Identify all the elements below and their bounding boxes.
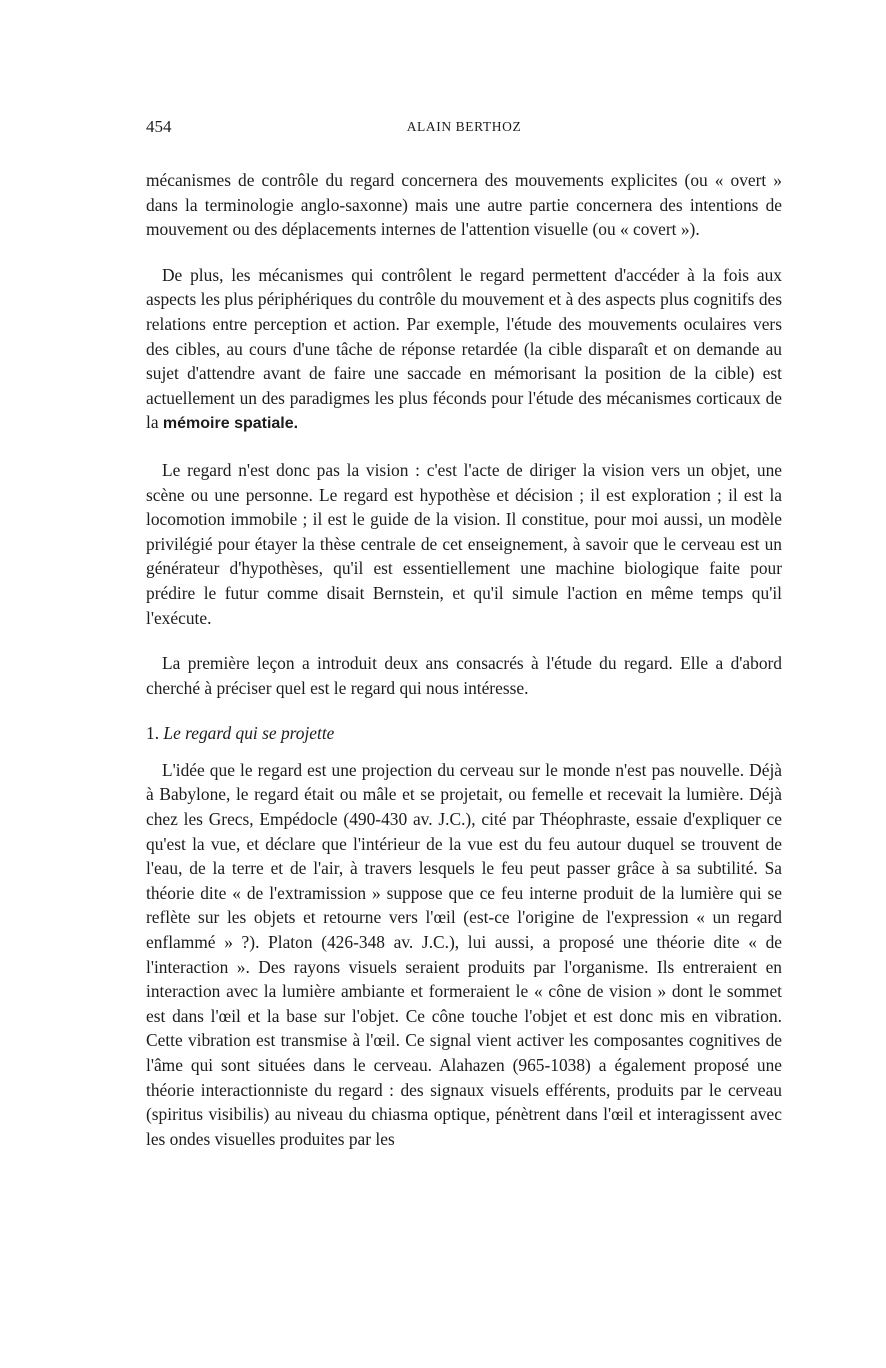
body-text bbox=[146, 168, 782, 1172]
paragraph-5: L'idée que le regard est une projection du cerveau sur le monde n'est pas nouvelle. Déjà à Babylone, le regard était ou mâle et se projetait, ou femelle et recevait la lumière. Déjà chez les Grecs, Empédocle (490-430 av. J.C.), cité par Théophraste, essaie d'expliquer ce qu'est la vue, et déclare que l'intérieur de la vue est du feu autour duquel se trouvent de l'eau, de la terre et de l'air, à travers lesquels le feu peut passer grâce à sa subtilité. Sa théorie dite « de l'extramission » suppose que ce feu interne produit de la lumière qui se reflète sur les objets et retourne vers l'œil (est-ce l'origine de l'expression « un regard enflammé » ?). Platon (426-348 av. J.C.), lui aussi, a proposé une théorie dite « de l'interaction ». Des rayons visuels seraient produits par l'organisme. Ils entreraient en interaction avec la lumière ambiante et formeraient le « cône de vision » dont le sommet est dans l'œil et la base sur l'objet. Ce cône touche l'objet et est donc mis en vibration. Cette vibration est transmise à l'œil. Ce signal vient activer les composantes cognitives de l'âme qui sont situées dans le cerveau. Alahazen (965-1038) a également proposé une théorie interactionniste du regard : des signaux visuels efférents, produits par le cerveau (spiritus visibilis) au niveau du chiasma optique, pénètrent dans l'œil et interagissent avec les ondes visuelles produites par les bbox=[146, 759, 782, 1149]
section-heading bbox=[146, 721, 782, 746]
paragraph-4: La première leçon a introduit deux ans consacrés à l'étude du regard. Elle a d'abord cherché à préciser quel est le regard qui nous intéresse. bbox=[146, 653, 782, 698]
paragraph-2-bold-term: mémoire spatiale. bbox=[162, 415, 299, 433]
paragraph-3: Le regard n'est donc pas la vision : c'est l'acte de diriger la vision vers un objet, une scène ou une personne. Le regard est hypothèse et décision ; il est exploration ; il est la locomotion immobile ; il est le guide de la vision. Il constitue, pour moi aussi, un modèle privilégié pour étayer la thèse centrale de cet enseignement, à savoir que le cerveau est un générateur d'hypothèses, qu'il est essentiellement une machine biologique faite pour prédire le futur comme disait Bernstein, et qu'il simule l'action en même temps qu'il l'exécute. bbox=[146, 459, 782, 628]
paragraph-1: mécanismes de contrôle du regard concernera des mouvements explicites (ou « overt » dans la terminologie anglo-saxonne) mais une autre partie concernera des intentions de mouvement ou des déplacements internes de l'attention visuelle (ou « covert »). bbox=[146, 170, 782, 240]
paragraph-2 bbox=[146, 263, 782, 437]
running-head: ALAIN BERTHOZ bbox=[406, 119, 522, 134]
section-number: 1. bbox=[146, 723, 160, 744]
section-title: Le regard qui se projette bbox=[163, 723, 335, 744]
page-number: 454 bbox=[146, 117, 172, 136]
page-header bbox=[146, 117, 782, 141]
paragraph-2-text: De plus, les mécanismes qui contrôlent le regard permettent d'accéder à la fois aux aspects les plus périphériques du contrôle du mouvement et à des aspects plus cognitifs des relations entre perception et action. Par exemple, l'étude des mouvements oculaires vers des cibles, au cours d'une tâche de réponse retardée (la cible disparaît et on demande au sujet d'attendre avant de faire une saccade en mémorisant la position de la cible) est actuellement un des paradigmes les plus féconds pour l'étude des mécanismes corticaux de la bbox=[146, 264, 782, 433]
